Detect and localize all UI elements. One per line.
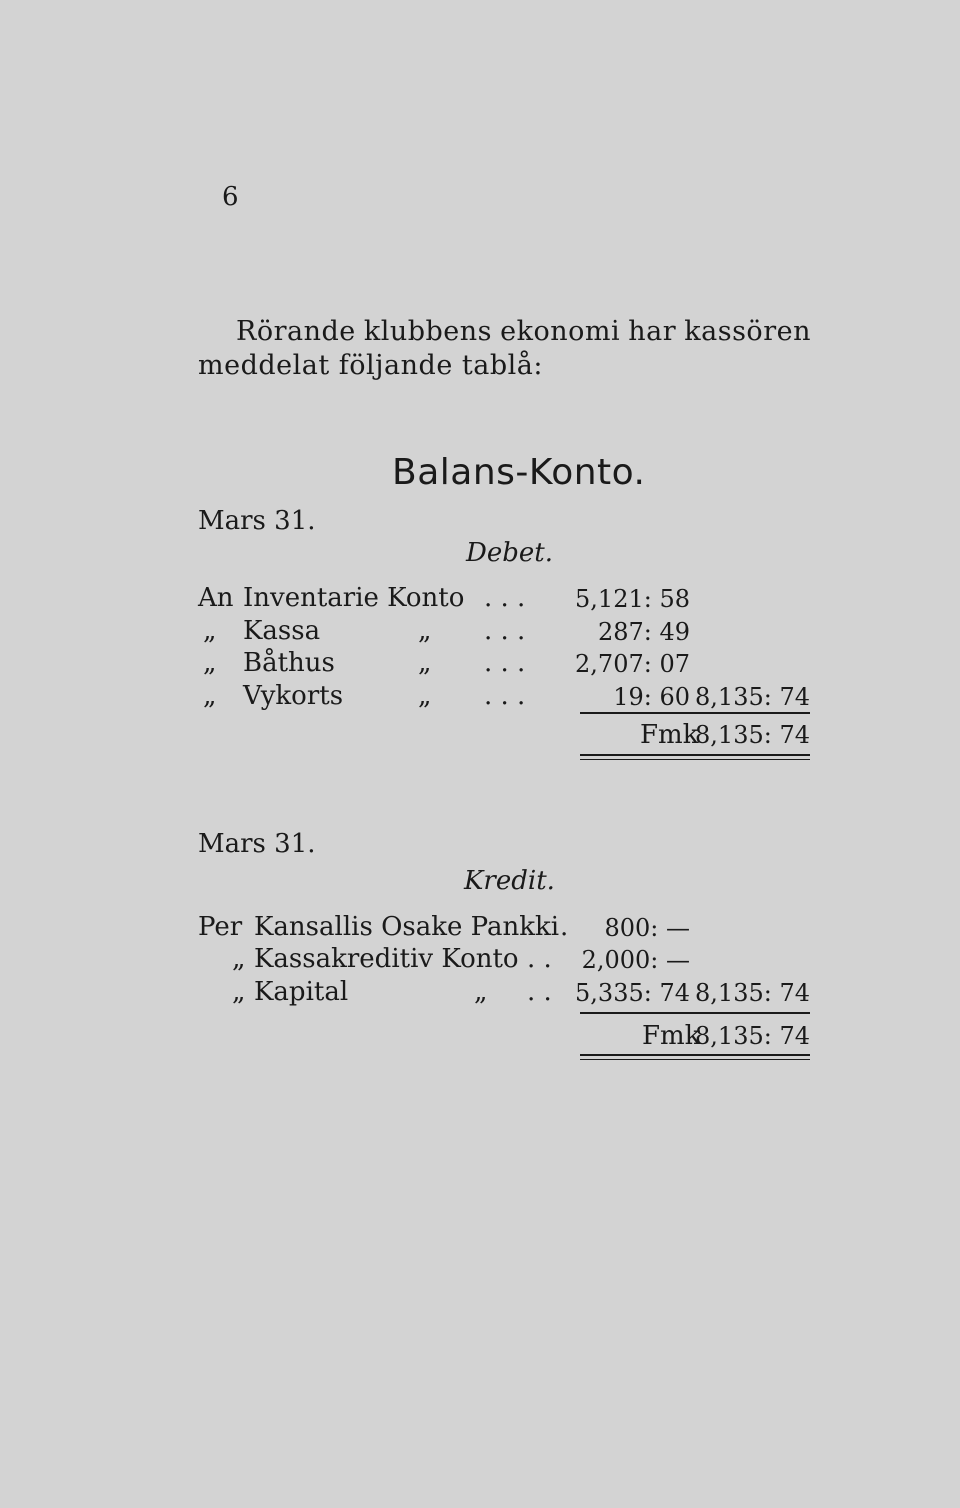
debet-row-dots: . . . (484, 681, 526, 711)
kredit-row-dots: . (560, 912, 569, 942)
kredit-double-rule-top (580, 1054, 810, 1056)
intro-word: ekonomi (500, 316, 621, 347)
debet-row-ditto: „ (418, 681, 432, 711)
kredit-row-amount: 2,000: — (581, 946, 690, 974)
kredit-sum-value: 8,135: 74 (695, 1022, 810, 1050)
debet-sum-value: 8,135: 74 (695, 721, 810, 749)
page-number: 6 (222, 182, 239, 212)
debet-row-amount: 19: 60 (613, 683, 690, 711)
debet-row-name: Inventarie Konto (243, 583, 465, 613)
intro-word: har (628, 316, 677, 347)
kredit-row-amount: 800: — (604, 914, 690, 942)
kredit-row-name: Kassakreditiv Konto (254, 944, 519, 974)
kredit-date: Mars 31. (198, 829, 316, 859)
kredit-row-dots: . . (527, 944, 552, 974)
kredit-double-rule-bottom (580, 1059, 810, 1060)
kredit-row-total: 8,135: 74 (695, 979, 810, 1007)
debet-row-ditto: „ (418, 616, 432, 646)
debet-double-rule-bottom (580, 759, 810, 760)
debet-sum-rule (580, 712, 810, 714)
intro-word: Rörande (236, 316, 356, 347)
account-title: Balans-Konto. (392, 452, 646, 493)
debet-row-prefix: An (198, 583, 234, 613)
kredit-heading: Kredit. (464, 866, 555, 896)
debet-row-total: 8,135: 74 (695, 683, 810, 711)
debet-row-name: Vykorts (243, 681, 344, 711)
intro-word: kassören (684, 316, 811, 347)
debet-row-dots: . . . (484, 648, 526, 678)
kredit-row-prefix: „ (232, 977, 246, 1007)
intro-word: klubbens (363, 316, 493, 347)
kredit-row-dots: . . (527, 977, 552, 1007)
kredit-row-prefix: „ (232, 944, 246, 974)
debet-double-rule-top (580, 754, 810, 756)
debet-row-amount: 5,121: 58 (575, 585, 690, 613)
kredit-row-name: Kansallis Osake Pankki (254, 912, 560, 942)
debet-sum-label: Fmk (640, 720, 699, 750)
kredit-sum-rule (580, 1012, 810, 1014)
intro-line-2: meddelat följande tablå: (198, 350, 543, 381)
debet-row-amount: 2,707: 07 (575, 650, 690, 678)
debet-row-prefix: „ (203, 616, 217, 646)
debet-row-amount: 287: 49 (597, 618, 690, 646)
kredit-row-prefix: Per (198, 912, 243, 942)
debet-row-ditto: „ (418, 648, 432, 678)
debet-row-name: Båthus (243, 648, 335, 678)
debet-heading: Debet. (466, 538, 553, 568)
debet-row-dots: . . . (484, 616, 526, 646)
debet-row-prefix: „ (203, 681, 217, 711)
debet-row-dots: . . . (484, 583, 526, 613)
debet-date: Mars 31. (198, 506, 316, 536)
kredit-sum-label: Fmk (642, 1021, 701, 1051)
debet-row-name: Kassa (243, 616, 321, 646)
debet-row-prefix: „ (203, 648, 217, 678)
intro-line-1 (236, 316, 811, 347)
kredit-row-name: Kapital (254, 977, 349, 1007)
kredit-row-ditto: „ (474, 977, 488, 1007)
kredit-row-amount: 5,335: 74 (575, 979, 690, 1007)
